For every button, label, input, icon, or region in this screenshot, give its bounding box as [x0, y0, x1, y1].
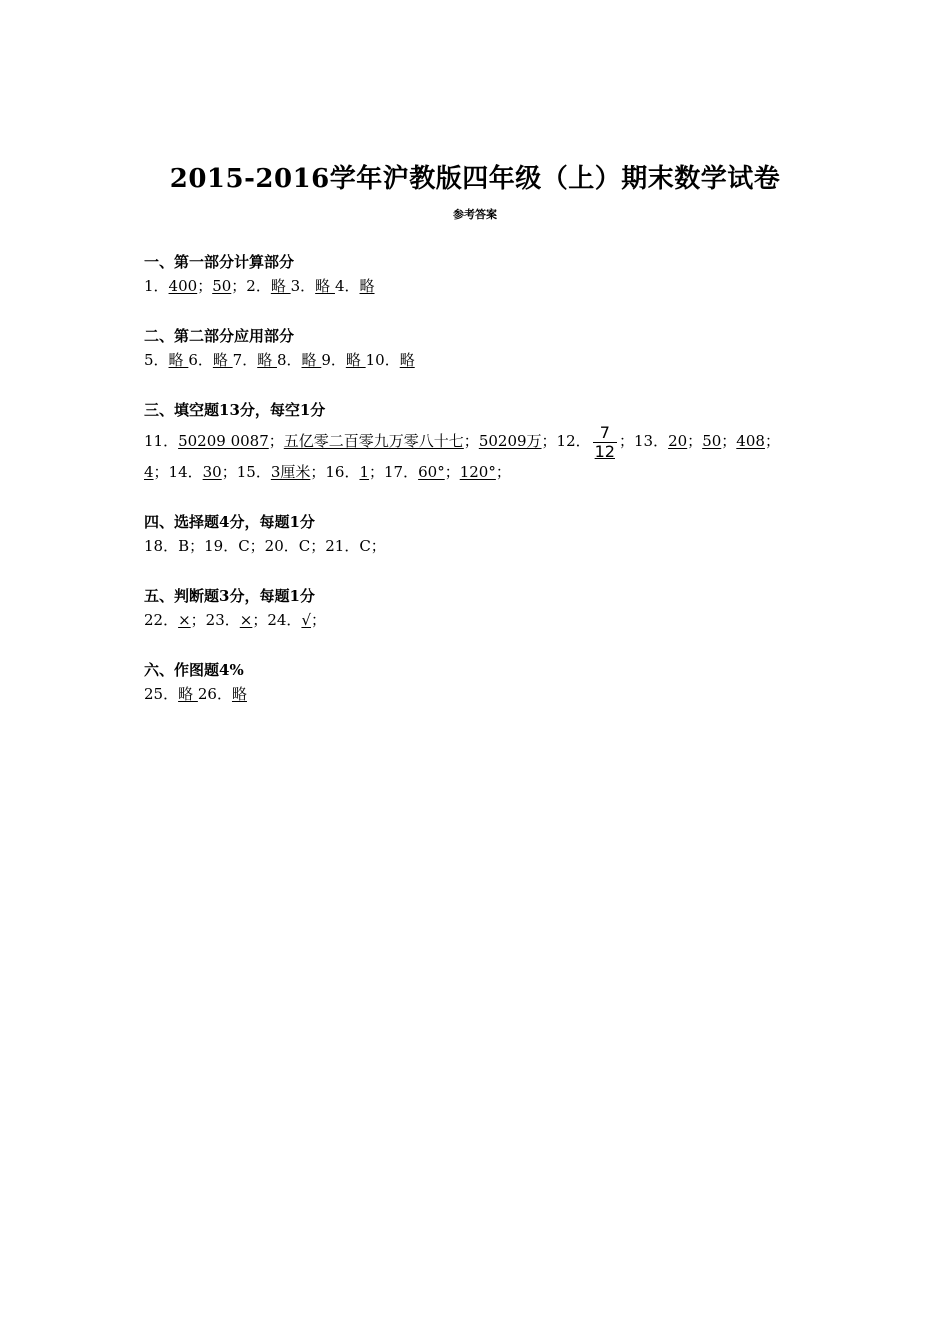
answer-4: 略 [359, 277, 375, 295]
answer-7: 略 [257, 351, 277, 369]
answer-3: 略 [315, 277, 335, 295]
section-3-answers-line-1: 11．50209 0087；五亿零二百零九万零八十七；50209万；12． $\frac{7}{12}$ ；13．20；50；408； [144, 422, 780, 461]
answer-16: 1 [359, 463, 370, 481]
answer-11a: 50209 0087 [178, 432, 269, 450]
answer-13c: 408 [736, 432, 765, 450]
answer-26: 略 [231, 685, 247, 703]
answer-5: 略 [168, 351, 189, 369]
section-2-answers: 5．略 6．略 7．略 8．略 9．略 10．略 [144, 351, 415, 369]
answer-22: × [178, 611, 191, 629]
answer-8: 略 [301, 351, 322, 369]
answer-11b: 五亿零二百零九万零八十七 [283, 432, 464, 450]
section-5-heading: 五、判断题3分，每题1分 [144, 587, 315, 605]
section-5-answers: 22．×；23．×；24．√； [144, 611, 327, 629]
section-3-answers-line-2: 4；14．30；15．3厘米；16．1；17．60°；120°； [144, 463, 511, 481]
answer-6: 略 [212, 351, 233, 369]
answer-24: √ [301, 611, 311, 629]
answer-1b: 50 [212, 277, 232, 295]
section-6-heading: 六、作图题4% [144, 661, 244, 679]
section-1-answers: 1．400；50；2．略 3．略 4．略 [144, 277, 375, 295]
page-title: 2015-2016学年沪教版四年级（上）期末数学试卷 [169, 164, 781, 194]
answer-13b: 50 [702, 432, 722, 450]
page-subtitle: 参考答案 [453, 208, 497, 221]
section-2-heading: 二、第二部分应用部分 [144, 327, 295, 345]
answer-content [144, 250, 804, 706]
section-1-heading: 一、第一部分计算部分 [144, 253, 295, 271]
answer-17a: 60° [418, 463, 445, 481]
answer-13d: 4 [144, 463, 154, 481]
answer-17b: 120° [459, 463, 496, 481]
section-3-heading: 三、填空题13分，每空1分 [144, 401, 326, 419]
answer-12-fraction [593, 424, 617, 461]
section-4-heading: 四、选择题4分，每题1分 [144, 513, 315, 531]
answer-1a: 400 [168, 277, 198, 295]
answer-2: 略 [270, 277, 291, 295]
answer-23: × [239, 611, 253, 629]
section-4-answers: 18．B；19．C；20．C；21．C； [144, 537, 386, 555]
answer-13a: 20 [668, 432, 688, 450]
answer-15: 3厘米 [270, 463, 311, 481]
section-6-answers: 25．略 26．略 [144, 685, 247, 703]
answer-10: 略 [399, 351, 415, 369]
answer-11c: 50209万 [478, 432, 542, 450]
answer-25: 略 [178, 685, 198, 703]
fraction-numerator: 7 [599, 422, 610, 442]
answer-9: 略 [345, 351, 366, 369]
fraction-denominator: 12 [594, 441, 615, 461]
answer-14: 30 [202, 463, 222, 481]
